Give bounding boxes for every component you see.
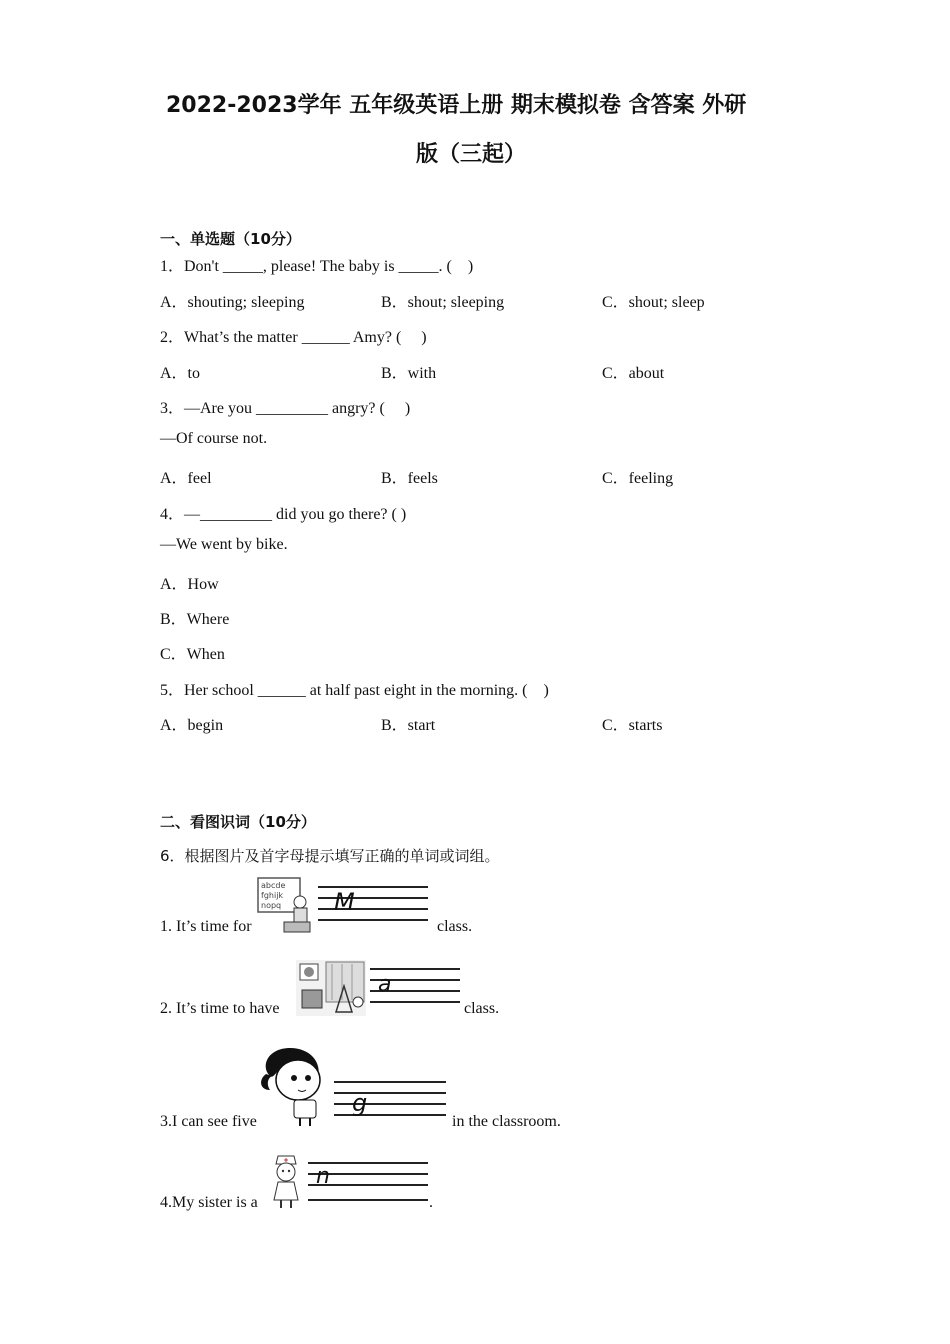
picture-item-2-writing-lines[interactable] <box>370 968 460 1012</box>
picture-item-1-hint-letter: M <box>334 888 355 916</box>
question-1-stem: 1．Don't _____, please! The baby is _____. ( ) <box>160 258 474 275</box>
picture-item-1-writing-lines[interactable] <box>318 886 428 930</box>
question-6-instruction: 6．根据图片及首字母提示填写正确的单词或词组。 <box>160 847 500 865</box>
question-1-option-a: A．shouting; sleeping <box>160 294 305 311</box>
picture-item-3-before: 3.I can see five <box>160 1113 257 1130</box>
question-3-stem: 3．—Are you _________ angry? ( ) <box>160 400 411 417</box>
picture-item-3-hint-letter: g <box>352 1089 368 1117</box>
question-3-option-a: A．feel <box>160 470 212 487</box>
question-4-stem: 4．—_________ did you go there? ( ) <box>160 506 407 523</box>
girl-picture <box>260 1046 328 1128</box>
question-1-option-c: C．shout; sleep <box>602 294 705 311</box>
question-4-option-c: C．When <box>160 646 225 663</box>
picture-item-1-before: 1. It’s time for <box>160 918 252 935</box>
question-5-option-c: C．starts <box>602 717 663 734</box>
picture-item-2-after: class. <box>464 1000 500 1017</box>
picture-item-4-before: 4.My sister is a <box>160 1194 258 1211</box>
question-5-stem: 5．Her school ______ at half past eight in the morning. ( ) <box>160 682 549 699</box>
section-heading-picture-words: 二、看图识词（10分） <box>160 813 316 831</box>
maths-teacher-picture <box>256 876 314 934</box>
picture-item-4-hint-letter: n <box>316 1164 330 1189</box>
question-5-option-a: A．begin <box>160 717 224 734</box>
page-title-line2: 版（三起） <box>416 142 527 167</box>
svg-text:abcde: abcde <box>261 881 286 890</box>
question-2-option-c: C．about <box>602 365 665 382</box>
question-4-option-a: A．How <box>160 576 219 593</box>
picture-item-4-after: . <box>429 1194 433 1211</box>
section-heading-choice: 一、单选题（10分） <box>160 230 301 248</box>
question-1-option-b: B．shout; sleeping <box>381 294 505 311</box>
nurse-picture <box>266 1154 306 1210</box>
question-3-option-c: C．feeling <box>602 470 674 487</box>
question-5-option-b: B．start <box>381 717 436 734</box>
question-2-stem: 2．What’s the matter ______ Amy? ( ) <box>160 329 427 346</box>
art-class-picture <box>296 960 366 1016</box>
picture-item-2-hint-letter: a <box>378 972 392 997</box>
question-4-answer-line: —We went by bike. <box>160 536 288 553</box>
question-3-option-b: B．feels <box>381 470 438 487</box>
question-3-answer-line: —Of course not. <box>160 430 268 447</box>
svg-text:nopq: nopq <box>261 901 282 910</box>
picture-item-1-after: class. <box>437 918 473 935</box>
svg-text:fghijk: fghijk <box>261 891 284 900</box>
picture-item-3-writing-lines[interactable] <box>334 1081 446 1125</box>
question-2-option-a: A．to <box>160 365 201 382</box>
picture-item-4-writing-lines[interactable] <box>308 1162 428 1206</box>
page-title-line1: 2022-2023学年 五年级英语上册 期末模拟卷 含答案 外研 <box>166 93 747 118</box>
question-2-option-b: B．with <box>381 365 437 382</box>
picture-item-3-after: in the classroom. <box>452 1113 561 1130</box>
picture-item-2-before: 2. It’s time to have <box>160 1000 280 1017</box>
question-4-option-b: B．Where <box>160 611 230 628</box>
